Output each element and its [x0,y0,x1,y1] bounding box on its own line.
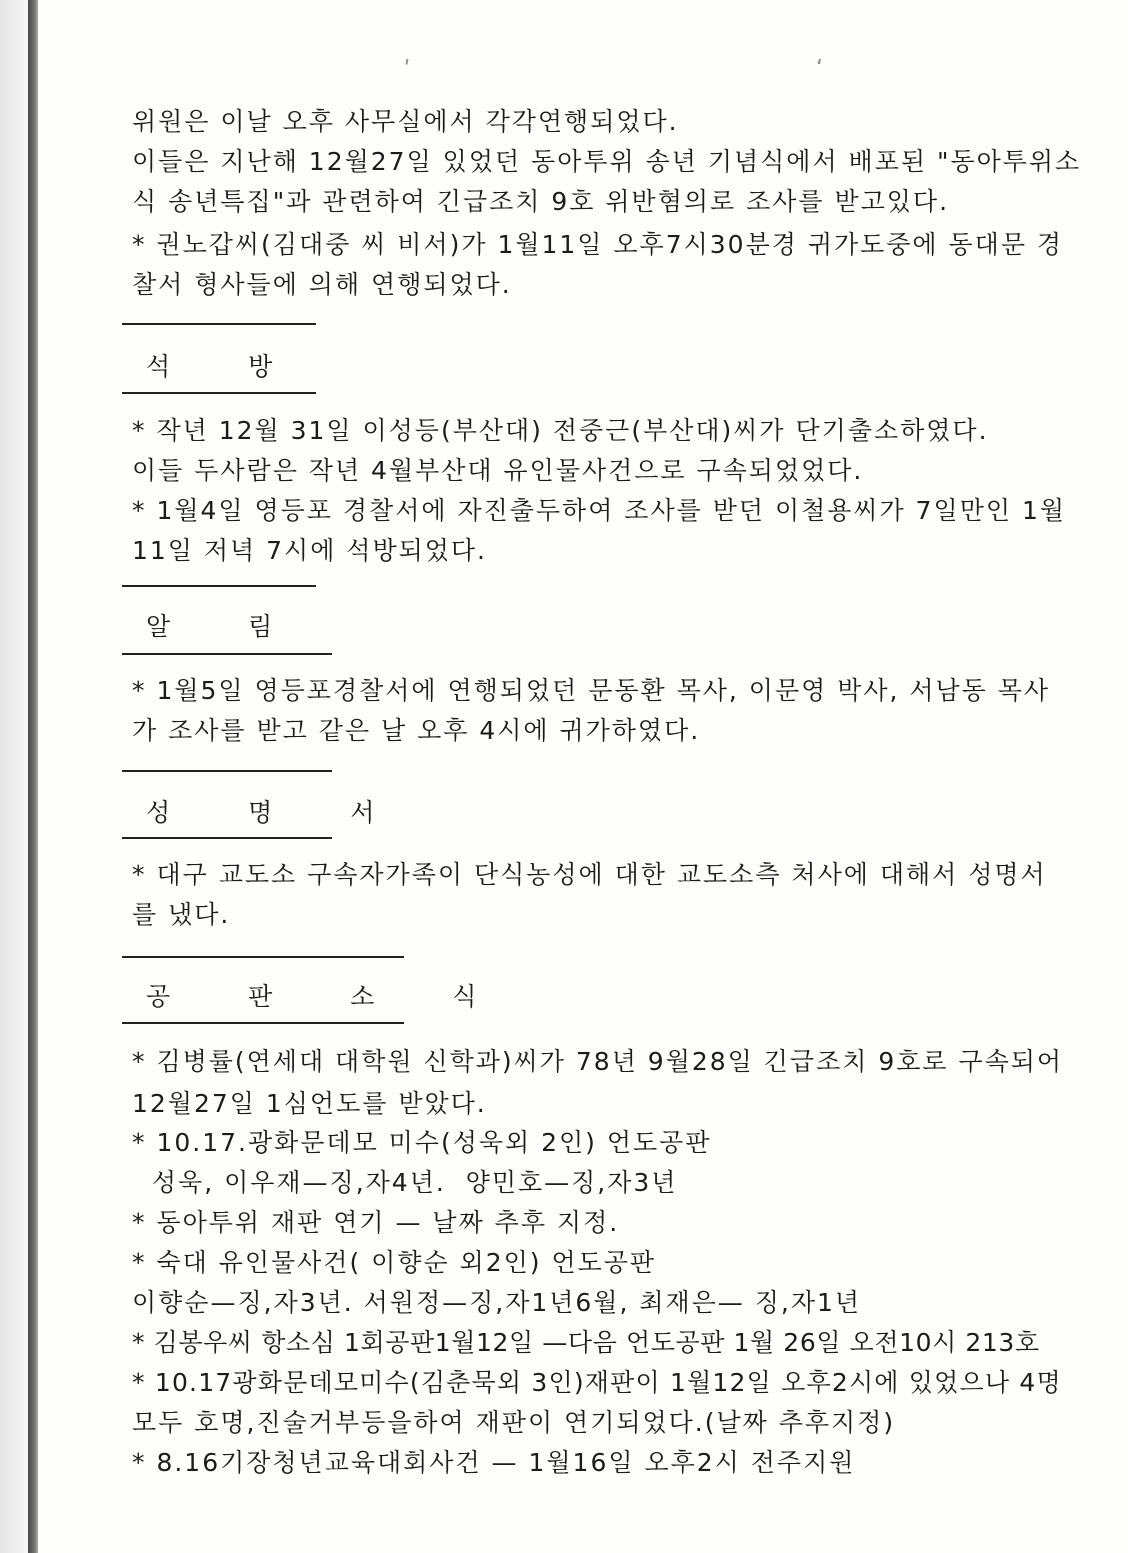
text-line: * 동아투위 재판 연기 — 날짜 추후 지정. [132,1208,620,1237]
text-line: 이들은 지난해 12월27일 있었던 동아투위 송년 기념식에서 배포된 "동아투위소 [132,147,1082,176]
section-rule-top [122,323,316,325]
text-line: 를 냈다. [132,900,231,929]
section-heading: 성 명 서 [146,798,375,827]
section-heading: 공 판 소 식 [146,982,477,1011]
text-line: 위원은 이날 오후 사무실에서 각각연행되었다. [132,107,679,136]
binding-edge [28,0,38,1553]
text-line: 12월27일 1심언도를 받았다. [132,1089,487,1118]
text-line: * 1월5일 영등포경찰서에 연행되었던 문동환 목사, 이문영 박사, 서남동 목사 [132,676,1051,705]
text-line: * 김병률(연세대 대학원 신학과)씨가 78년 9월28일 긴급조치 9호로 구속되어 [132,1047,1064,1076]
text-line: 이향순—징,자3년. 서원정—징,자1년6월, 최재은— 징,자1년 [132,1288,862,1317]
text-line: * 8.16기장청년교육대회사건 — 1월16일 오후2시 전주지원 [132,1448,856,1477]
text-line: 11일 저녁 7시에 석방되었다. [132,536,488,565]
text-line: 가 조사를 받고 같은 날 오후 4시에 귀가하였다. [132,716,701,745]
section-rule-bottom [122,837,332,839]
scan-mark: ʻ [816,56,823,81]
section-rule-bottom [122,392,316,394]
section-heading: 석 방 [146,352,273,381]
text-line: 모두 호명,진술거부등을하여 재판이 연기되었다.(날짜 추후지정) [132,1408,896,1437]
text-line: * 10.17.광화문데모 미수(성욱외 2인) 언도공판 [132,1128,712,1157]
text-line: * 1월4일 영등포 경찰서에 자진출두하여 조사를 받던 이철용씨가 7일만인 1월 [132,496,1066,525]
section-rule-bottom [122,653,332,655]
section-rule-top [122,770,332,772]
text-line: 찰서 형사들에 의해 연행되었다. [132,270,512,299]
text-line: 이들 두사람은 작년 4월부산대 유인물사건으로 구속되었었다. [132,456,864,485]
text-line: * 작년 12월 31일 이성등(부산대) 전중근(부산대)씨가 단기출소하였다. [132,416,989,445]
text-line: * 김봉우씨 항소심 1회공판1월12일 —다음 언도공판 1월 26일 오전10시 213호 [132,1328,1040,1357]
text-line: * 권노갑씨(김대중 씨 비서)가 1월11일 오후7시30분경 귀가도중에 동대문 경 [132,230,1064,259]
binding-shadow [0,0,28,1553]
text-line: * 숙대 유인물사건( 이향순 외2인) 언도공판 [132,1248,657,1277]
scan-mark: ʹ [404,58,411,83]
section-rule-top [122,585,316,587]
section-rule-bottom [122,1022,404,1024]
section-rule-top [122,956,404,958]
text-line: * 10.17광화문데모미수(김춘묵외 3인)재판이 1월12일 오후2시에 있었으나 4명 [132,1368,1062,1397]
text-line: 식 송년특집"과 관련하여 긴급조치 9호 위반혐의로 조사를 받고있다. [132,187,950,216]
section-heading: 알 림 [146,612,273,641]
text-line: * 대구 교도소 구속자가족이 단식농성에 대한 교도소측 처사에 대해서 성명서 [132,860,1047,889]
text-line: 성욱, 이우재—징,자4년. 양민호—징,자3년 [132,1168,678,1197]
